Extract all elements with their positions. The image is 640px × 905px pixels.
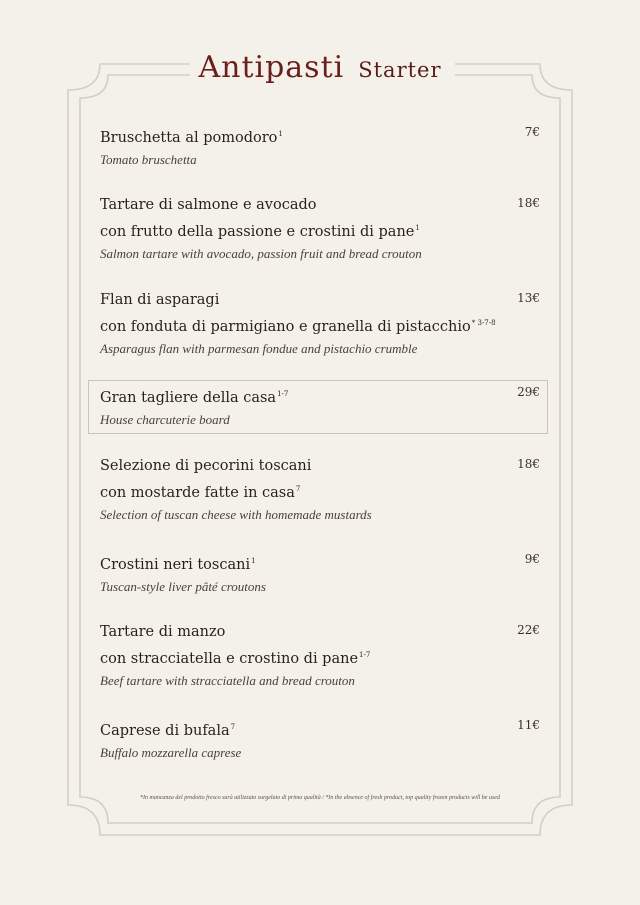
item-description: Selection of tuscan cheese with homemade mustards <box>100 507 372 522</box>
item-price: 29€ <box>517 385 540 399</box>
item-name: Tartare di manzo <box>100 624 226 640</box>
item-description: Asparagus flan with parmesan fondue and pistachio crumble <box>100 341 418 356</box>
item-name: Caprese di bufala$^7$ <box>100 723 236 739</box>
item-description: Salmon tartare with avocado, passion fruit and bread crouton <box>100 246 422 261</box>
title-english: Starter <box>358 58 442 82</box>
item-description: Buffalo mozzarella caprese <box>100 745 242 760</box>
item-name: Selezione di pecorini toscani <box>100 458 312 474</box>
item-description: Tuscan-style liver pâté croutons <box>100 579 266 594</box>
item-name-cont: con fonduta di parmigiano e granella di pistacchio$^{* 3-7-8}$ <box>100 319 496 335</box>
menu-item-asparagus-flan <box>100 289 540 357</box>
menu-item-charcuterie-board <box>100 383 540 428</box>
menu-item-crostini-neri <box>100 550 540 595</box>
item-name: Tartare di salmone e avocado <box>100 197 317 213</box>
page-title <box>0 50 640 85</box>
item-name: Flan di asparagi <box>100 292 220 308</box>
item-price: 11€ <box>517 718 540 732</box>
item-price: 22€ <box>517 623 540 637</box>
menu-item-pecorino-selection <box>100 455 540 523</box>
menu-item-bruschetta <box>100 123 540 168</box>
item-name-cont: con stracciatella e crostino di pane$^{1-7}$ <box>100 651 371 667</box>
item-price: 18€ <box>517 196 540 210</box>
menu-item-beef-tartare <box>100 621 540 689</box>
item-price: 9€ <box>524 552 540 566</box>
item-name: Bruschetta al pomodoro$^1$ <box>100 130 283 146</box>
item-name: Gran tagliere della casa$^{1-7}$ <box>100 390 289 406</box>
item-name-cont: con frutto della passione e crostini di pane$^1$ <box>100 224 420 240</box>
item-name-cont: con mostarde fatte in casa$^7$ <box>100 485 301 501</box>
item-description: Tomato bruschetta <box>100 152 197 167</box>
title-italian: Antipasti <box>198 50 345 85</box>
item-description: Beef tartare with stracciatella and bread crouton <box>100 673 355 688</box>
menu-item-caprese <box>100 716 540 761</box>
footnote: *In mancanza del prodotto fresco sarà utilizzato surgelato di prima qualità / *In the absence of fresh product, top quality frozen products will be used <box>140 795 500 801</box>
item-name: Crostini neri toscani$^1$ <box>100 557 256 573</box>
item-price: 18€ <box>517 457 540 471</box>
item-description: House charcuterie board <box>100 412 230 427</box>
item-price: 13€ <box>517 291 540 305</box>
item-price: 7€ <box>524 125 540 139</box>
menu-item-salmon-tartare <box>100 194 540 262</box>
